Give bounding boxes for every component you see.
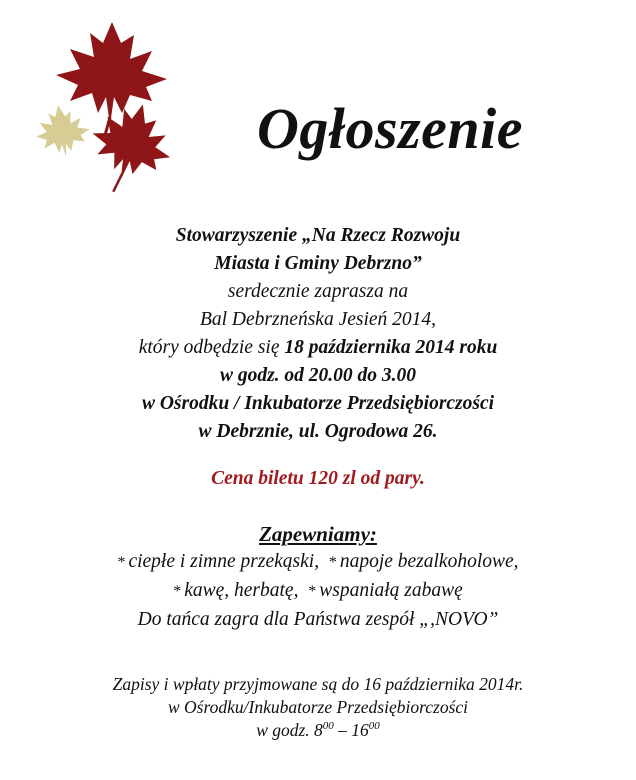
- assurances-block: [0, 520, 636, 634]
- page-title: Ogłoszenie: [257, 96, 523, 161]
- band-info: Do tańca zagra dla Państwa zespół „,NOVO”: [137, 609, 499, 630]
- venue-line-2: w Debrznie, ul. Ogrodowa 26.: [198, 421, 438, 442]
- assurance-item: wspaniałą zabawę: [319, 580, 463, 601]
- price-block: [0, 465, 636, 493]
- maple-leaf-small-icon: [79, 94, 180, 204]
- hours-end-sup: 00: [368, 720, 380, 733]
- event-time: w godz. od 20.00 do 3.00: [219, 365, 417, 386]
- assurances-row-1: [0, 548, 636, 577]
- invite-text: serdecznie zaprasza na: [227, 281, 409, 302]
- event-name: Bal Debrzneńska Jesień 2014,: [199, 309, 437, 330]
- hours-dash: – 16: [333, 720, 369, 740]
- assurances-row-2: [0, 577, 636, 606]
- organizer-line-2: Miasta i Gminy Debrzno”: [214, 253, 422, 274]
- organizer-line-1: Stowarzyszenie „Na Rzecz Rozwoju: [175, 225, 461, 246]
- star-bullet-icon: *: [117, 554, 126, 571]
- ticket-price: Cena biletu 120 zl od pary.: [211, 468, 425, 489]
- assurance-item: ciepłe i zimne przekąski,: [128, 551, 320, 572]
- assurance-item: kawę, herbatę,: [184, 580, 299, 601]
- hours-prefix: w godz. 8: [256, 720, 323, 740]
- hours-start-sup: 00: [322, 720, 334, 733]
- registration-place: w Ośrodku/Inkubatorze Przedsiębiorczości: [167, 697, 469, 717]
- star-bullet-icon: *: [308, 583, 317, 600]
- event-date-line: [0, 334, 636, 362]
- event-date: 18 października 2014 roku: [284, 337, 498, 358]
- autumn-leaves-icon: [30, 15, 180, 205]
- event-date-prefix: który odbędzie się: [138, 337, 285, 358]
- invitation-block: [0, 222, 636, 446]
- maple-leaf-gold-icon: [32, 101, 94, 162]
- registration-footer: [0, 673, 636, 742]
- venue-line-1: w Ośrodku / Inkubatorze Przedsiębiorczości: [141, 393, 495, 414]
- assurances-heading: Zapewniamy:: [259, 522, 377, 546]
- star-bullet-icon: *: [173, 583, 182, 600]
- registration-deadline: Zapisy i wpłaty przyjmowane są do 16 października 2014r.: [112, 674, 524, 694]
- star-bullet-icon: *: [328, 554, 337, 571]
- registration-hours: [0, 719, 636, 742]
- assurance-item: napoje bezalkoholowe,: [339, 551, 519, 572]
